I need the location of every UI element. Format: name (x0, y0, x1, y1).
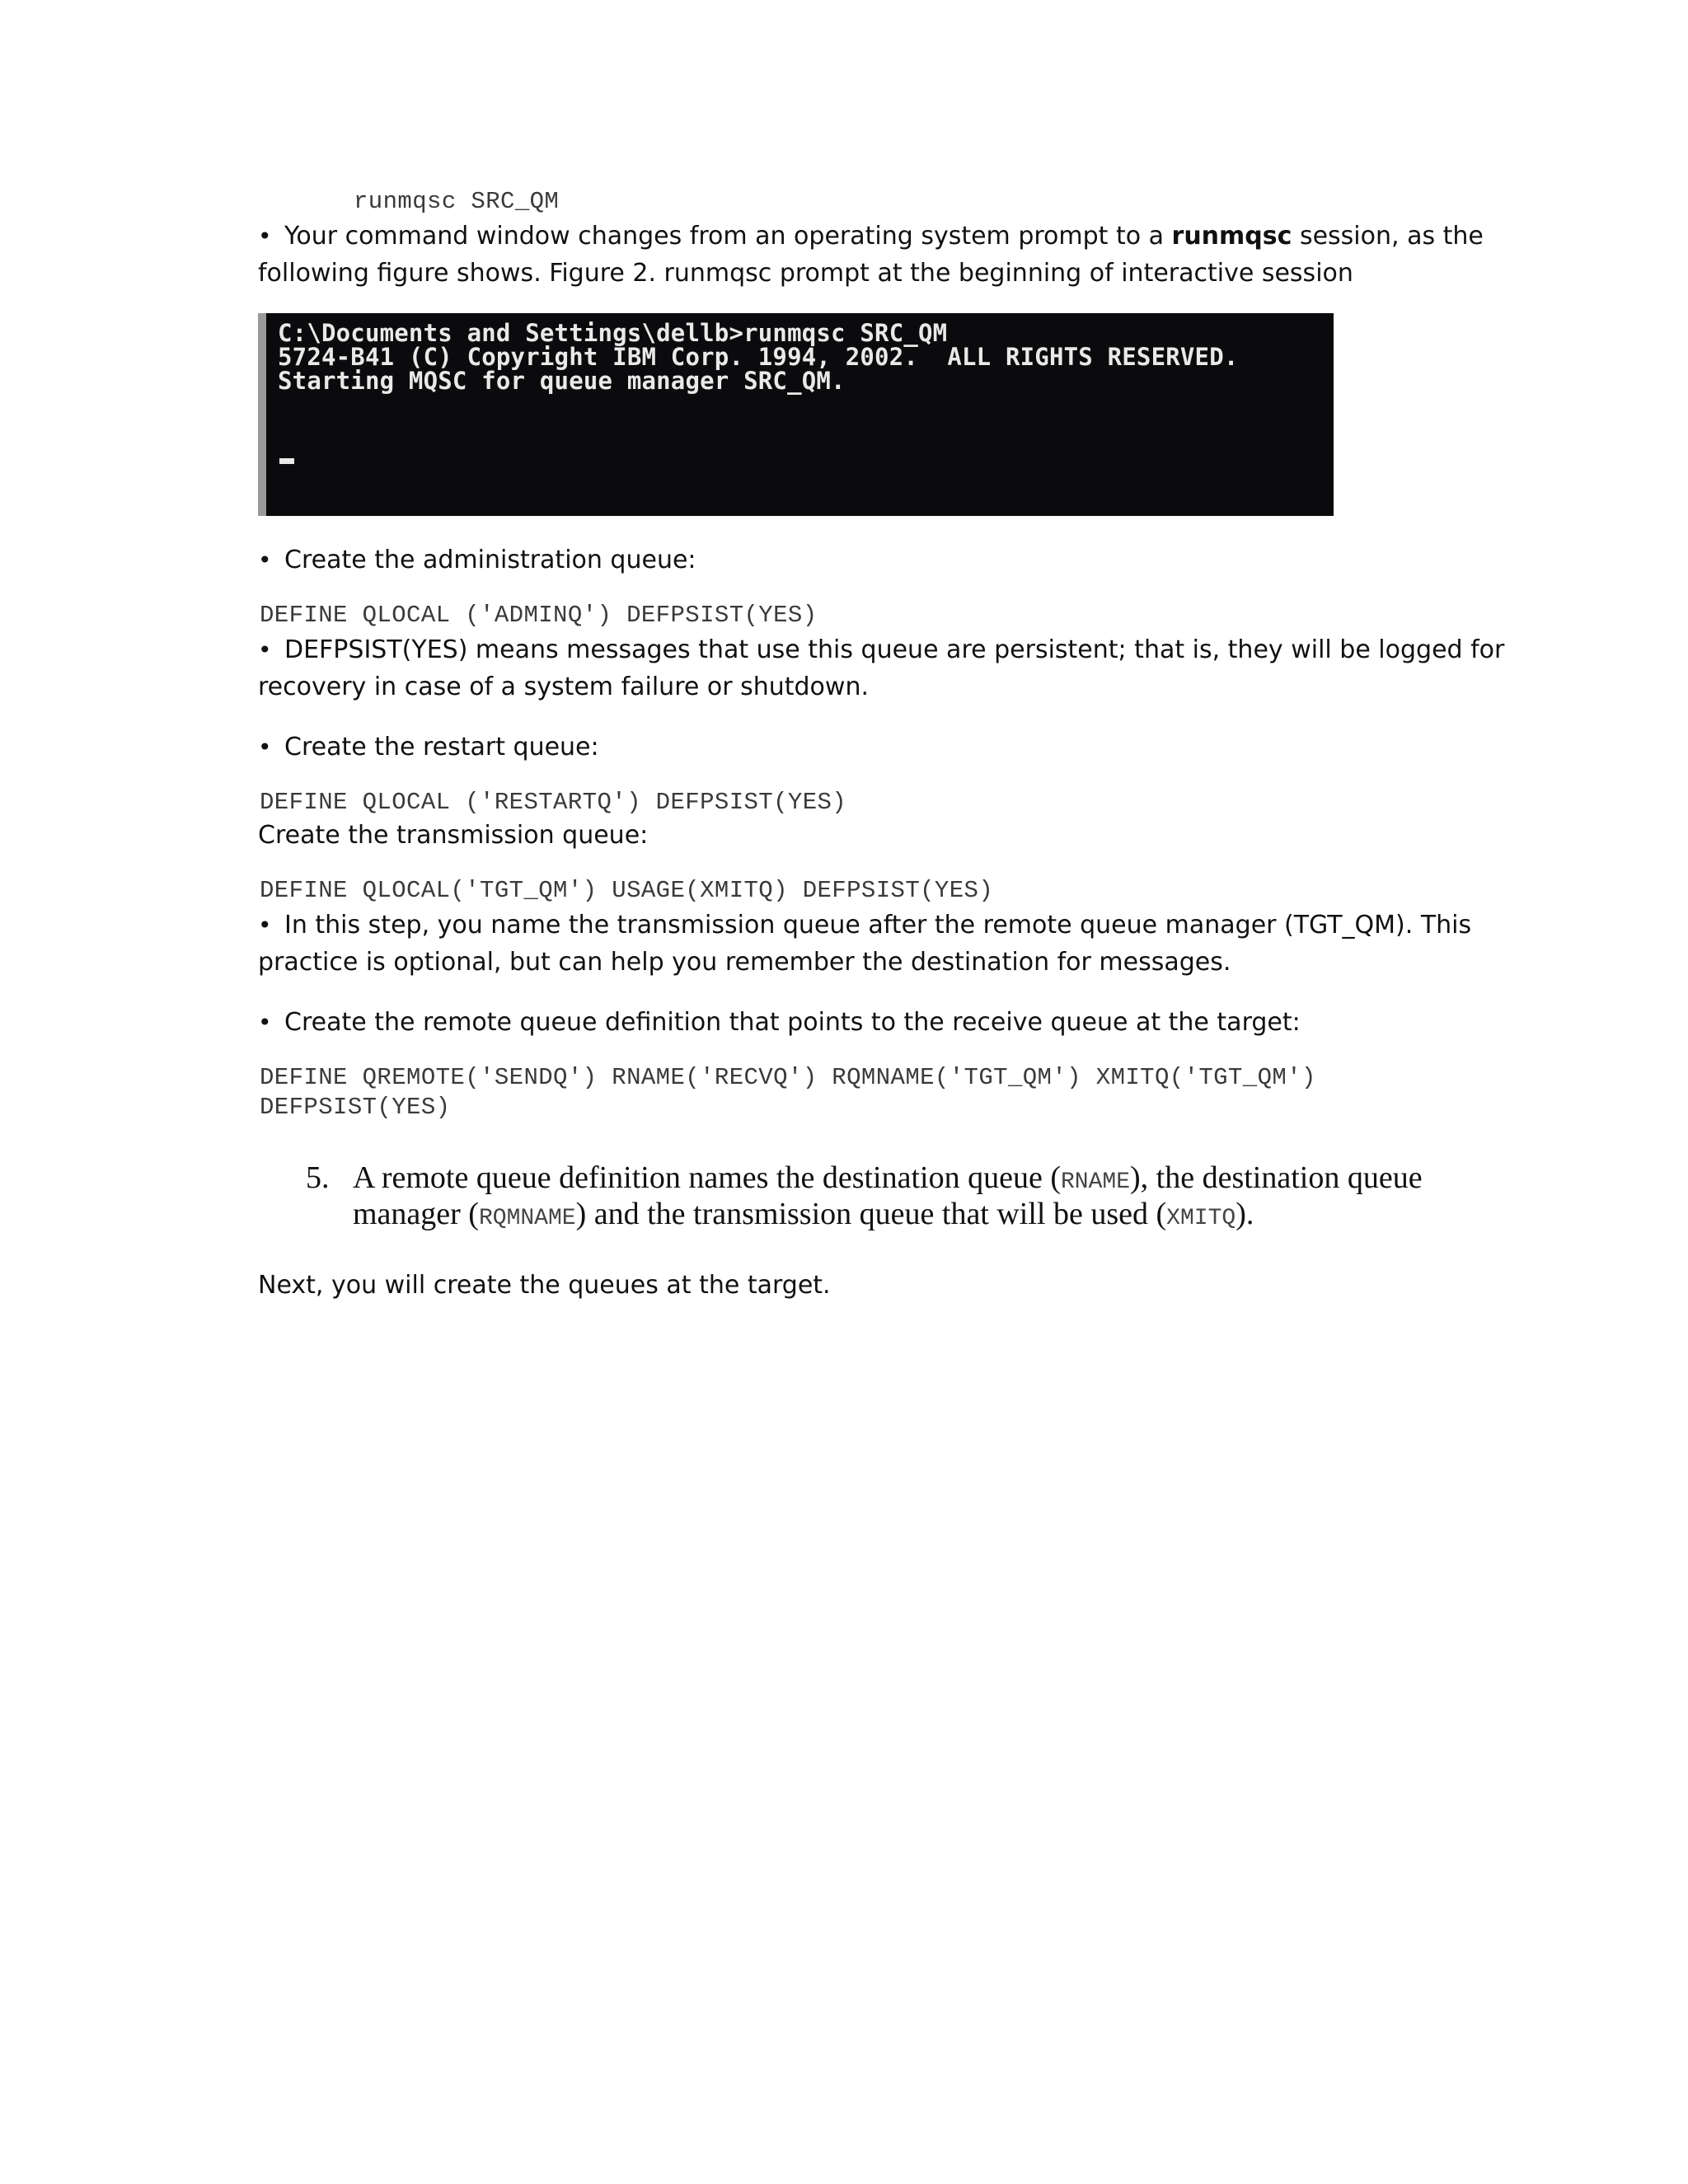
bullet-remote-queue-text: Create the remote queue definition that points to the receive queue at the target: (284, 1008, 1301, 1037)
figure-caption: following figure shows. Figure 2. runmqsc prompt at the beginning of interactive session (258, 259, 1353, 288)
bullet-glyph: • (258, 546, 272, 574)
item-5-line-2 (353, 1196, 1254, 1237)
code-xmitq: XMITQ (1166, 1206, 1236, 1231)
code-rname: RNAME (1060, 1169, 1130, 1195)
terminal-screenshot (258, 313, 1334, 516)
bullet-defpsist-continued: recovery in case of a system failure or shutdown. (258, 673, 869, 701)
item-5-line-1 (353, 1160, 1423, 1201)
code-define-restartq: DEFINE QLOCAL ('RESTARTQ') DEFPSIST(YES) (260, 789, 847, 816)
bullet-defpsist (258, 631, 1504, 669)
bullet-glyph: • (258, 636, 272, 663)
runmqsc-bold: runmqsc (1171, 222, 1292, 251)
bullet-glyph: • (258, 223, 272, 250)
item-5-number: 5. (306, 1160, 330, 1195)
code-runmqsc: runmqsc SRC_QM (354, 188, 560, 215)
item-5-text: A remote queue definition names the destination queue ( (353, 1160, 1061, 1195)
bullet-restart-queue-text: Create the restart queue: (284, 733, 599, 762)
bullet-admin-queue (258, 541, 696, 579)
transmission-queue-heading: Create the transmission queue: (258, 821, 649, 850)
bullet-defpsist-text: DEFPSIST(YES) means messages that use this queue are persistent; that is, they will be logged for (284, 635, 1505, 664)
bullet-glyph: • (258, 733, 272, 761)
item-5-text: manager ( (353, 1197, 479, 1231)
bullet-admin-queue-text: Create the administration queue: (284, 546, 696, 574)
code-define-qremote: DEFINE QREMOTE('SENDQ') RNAME('RECVQ') RQMNAME('TGT_QM') XMITQ('TGT_QM') (260, 1064, 1316, 1091)
closing-paragraph: Next, you will create the queues at the target. (258, 1271, 831, 1300)
item-5-text: ), the destination queue (1130, 1160, 1423, 1195)
bullet-naming-step (258, 907, 1471, 944)
bullet-command-window-text-end: session, as the (1292, 222, 1484, 251)
bullet-glyph: • (258, 1009, 272, 1036)
terminal-cursor (279, 458, 294, 464)
terminal-line-3: Starting MQSC for queue manager SRC_QM. (278, 367, 846, 395)
terminal-line-1: C:\Documents and Settings\dellb>runmqsc SRC_QM (278, 319, 948, 347)
item-5-text: ). (1236, 1197, 1254, 1231)
code-rqmname: RQMNAME (478, 1206, 576, 1231)
code-define-xmitq: DEFINE QLOCAL('TGT_QM') USAGE(XMITQ) DEFPSIST(YES) (260, 877, 994, 904)
bullet-restart-queue (258, 729, 599, 766)
bullet-glyph: • (258, 912, 272, 939)
bullet-naming-step-continued: practice is optional, but can help you remember the destination for messages. (258, 948, 1231, 977)
terminal-line-2: 5724-B41 (C) Copyright IBM Corp. 1994, 2002. ALL RIGHTS RESERVED. (278, 343, 1239, 371)
bullet-naming-step-text: In this step, you name the transmission queue after the remote queue manager (TGT_QM). This (284, 911, 1472, 940)
code-define-qremote-continued: DEFPSIST(YES) (260, 1094, 451, 1121)
bullet-command-window-text: Your command window changes from an operating system prompt to a (284, 222, 1172, 251)
code-define-adminq: DEFINE QLOCAL ('ADMINQ') DEFPSIST(YES) (260, 602, 818, 629)
item-5-text: ) and the transmission queue that will be used ( (575, 1197, 1167, 1231)
bullet-remote-queue (258, 1004, 1301, 1042)
bullet-command-window (258, 218, 1484, 255)
